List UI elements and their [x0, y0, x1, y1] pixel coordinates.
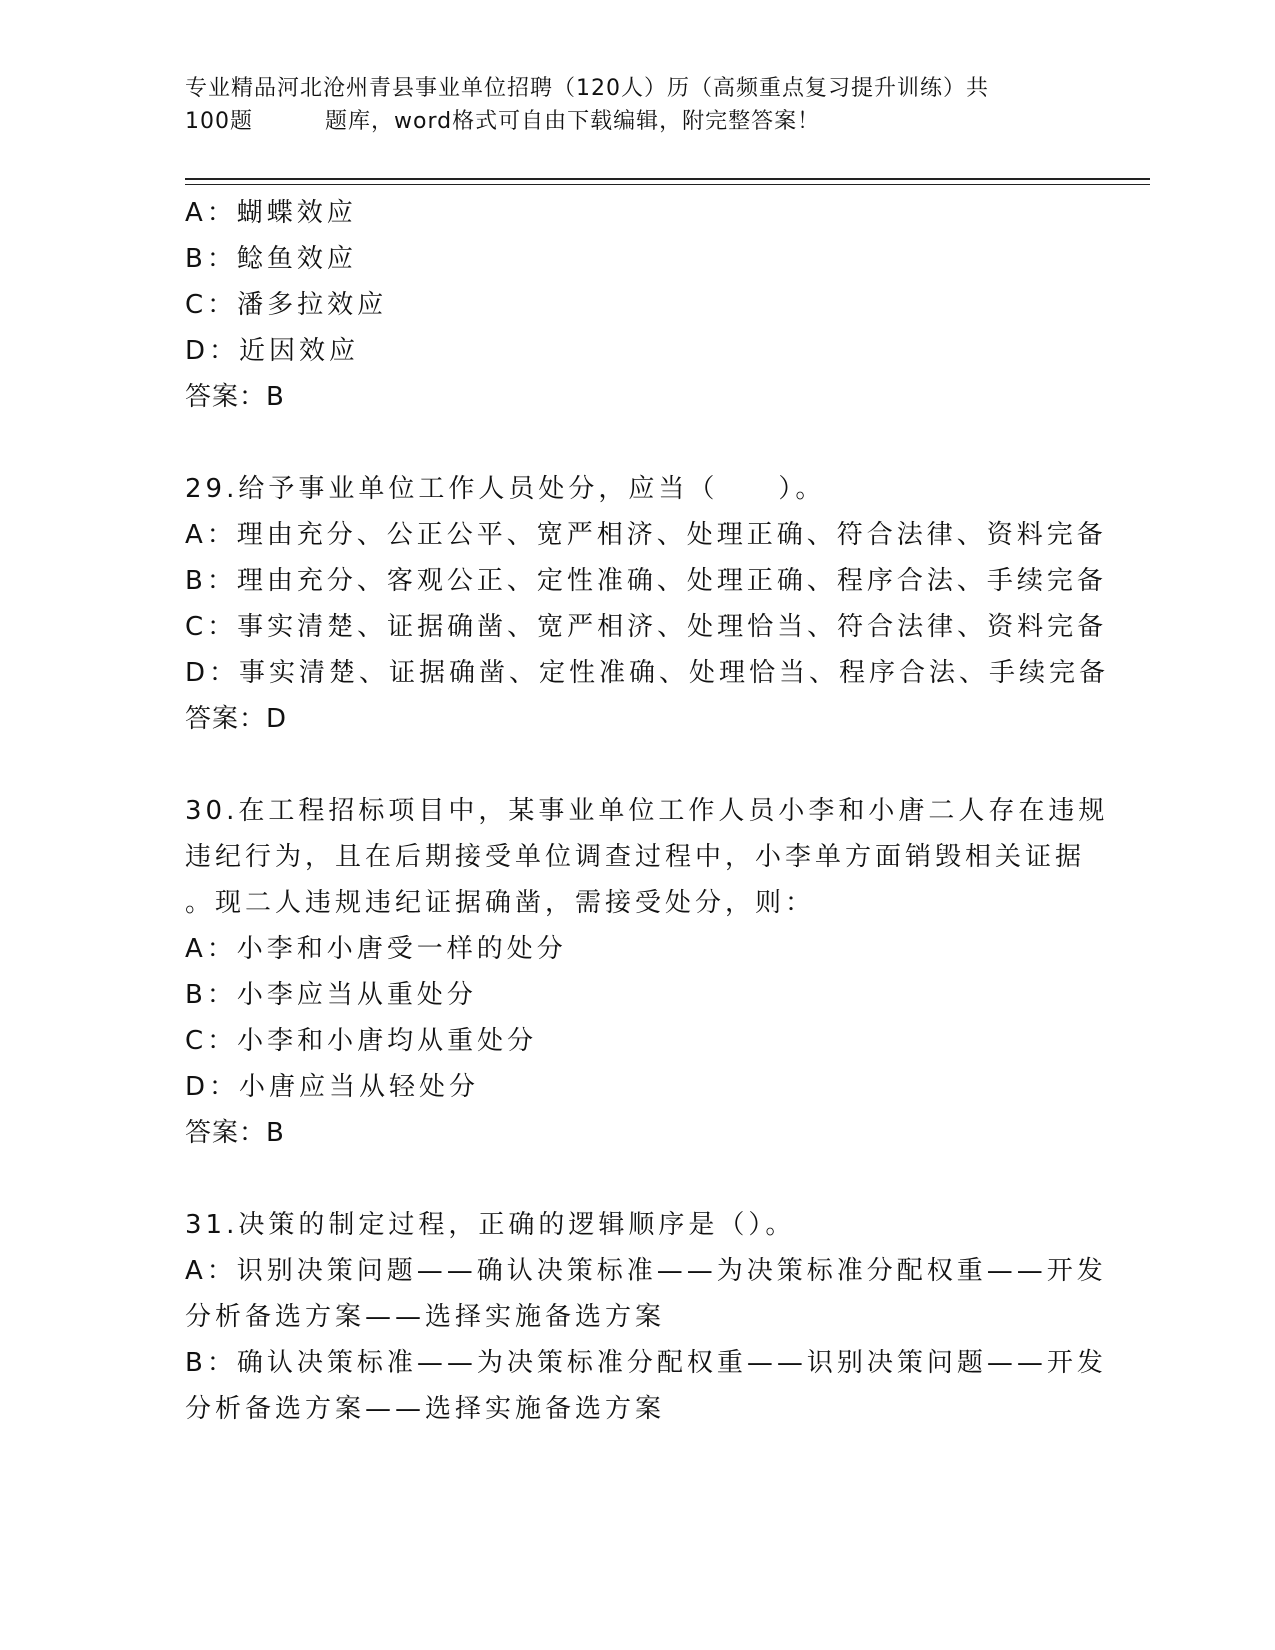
- option-b-continued: 分析备选方案——选择实施备选方案: [185, 1394, 666, 1424]
- header-rule-thin: [185, 184, 1150, 185]
- option-b: B：确认决策标准——为决策标准分配权重——识别决策问题——开发: [185, 1348, 1107, 1378]
- question-28: [185, 190, 1085, 420]
- option-a: A：识别决策问题——确认决策标准——为决策标准分配权重——开发: [185, 1256, 1107, 1286]
- question-stem: 31.决策的制定过程，正确的逻辑顺序是（）。: [185, 1210, 796, 1240]
- answer: 答案：B: [185, 382, 285, 412]
- option-c: C：小李和小唐均从重处分: [185, 1026, 538, 1056]
- question-31: [185, 1202, 1107, 1432]
- question-spacer: [185, 1156, 1085, 1202]
- question-spacer: [185, 420, 1085, 466]
- answer: 答案：B: [185, 1118, 285, 1148]
- option-a-continued: 分析备选方案——选择实施备选方案: [185, 1302, 666, 1332]
- option-b: B：鲶鱼效应: [185, 244, 357, 274]
- question-29: [185, 466, 1110, 742]
- page-header: [185, 72, 1065, 138]
- header-title-line1: 专业精品河北沧州青县事业单位招聘（120人）历（高频重点复习提升训练）共: [185, 76, 989, 101]
- option-d: D：事实清楚、证据确凿、定性准确、处理恰当、程序合法、手续完备: [185, 658, 1110, 688]
- question-stem: 29.给予事业单位工作人员处分，应当（ ）。: [185, 474, 826, 504]
- option-d: D：小唐应当从轻处分: [185, 1072, 480, 1102]
- question-stem: 30.在工程招标项目中，某事业单位工作人员小李和小唐二人存在违规: [185, 796, 1109, 826]
- option-c: C：事实清楚、证据确凿、宽严相济、处理恰当、符合法律、资料完备: [185, 612, 1108, 642]
- header-title-line2: [185, 105, 1065, 138]
- option-a: A：理由充分、公正公平、宽严相济、处理正确、符合法律、资料完备: [185, 520, 1107, 550]
- option-a: A：小李和小唐受一样的处分: [185, 934, 567, 964]
- header-description: 题库，word格式可自由下载编辑，附完整答案！: [325, 109, 821, 134]
- option-b: B：理由充分、客观公正、定性准确、处理正确、程序合法、手续完备: [185, 566, 1107, 596]
- option-d: D：近因效应: [185, 336, 360, 366]
- question-30: [185, 788, 1109, 1156]
- header-rule-thick: [185, 178, 1150, 180]
- option-b: B：小李应当从重处分: [185, 980, 477, 1010]
- answer: 答案：D: [185, 704, 288, 734]
- question-content: [185, 190, 1110, 1432]
- question-stem: 违纪行为，且在后期接受单位调查过程中，小李单方面销毁相关证据: [185, 842, 1086, 872]
- header-count: 100题: [185, 109, 253, 134]
- question-stem: 。现二人违规违纪证据确凿，需接受处分，则：: [185, 888, 816, 918]
- question-spacer: [185, 742, 1085, 788]
- option-c: C：潘多拉效应: [185, 290, 388, 320]
- option-a: A：蝴蝶效应: [185, 198, 357, 228]
